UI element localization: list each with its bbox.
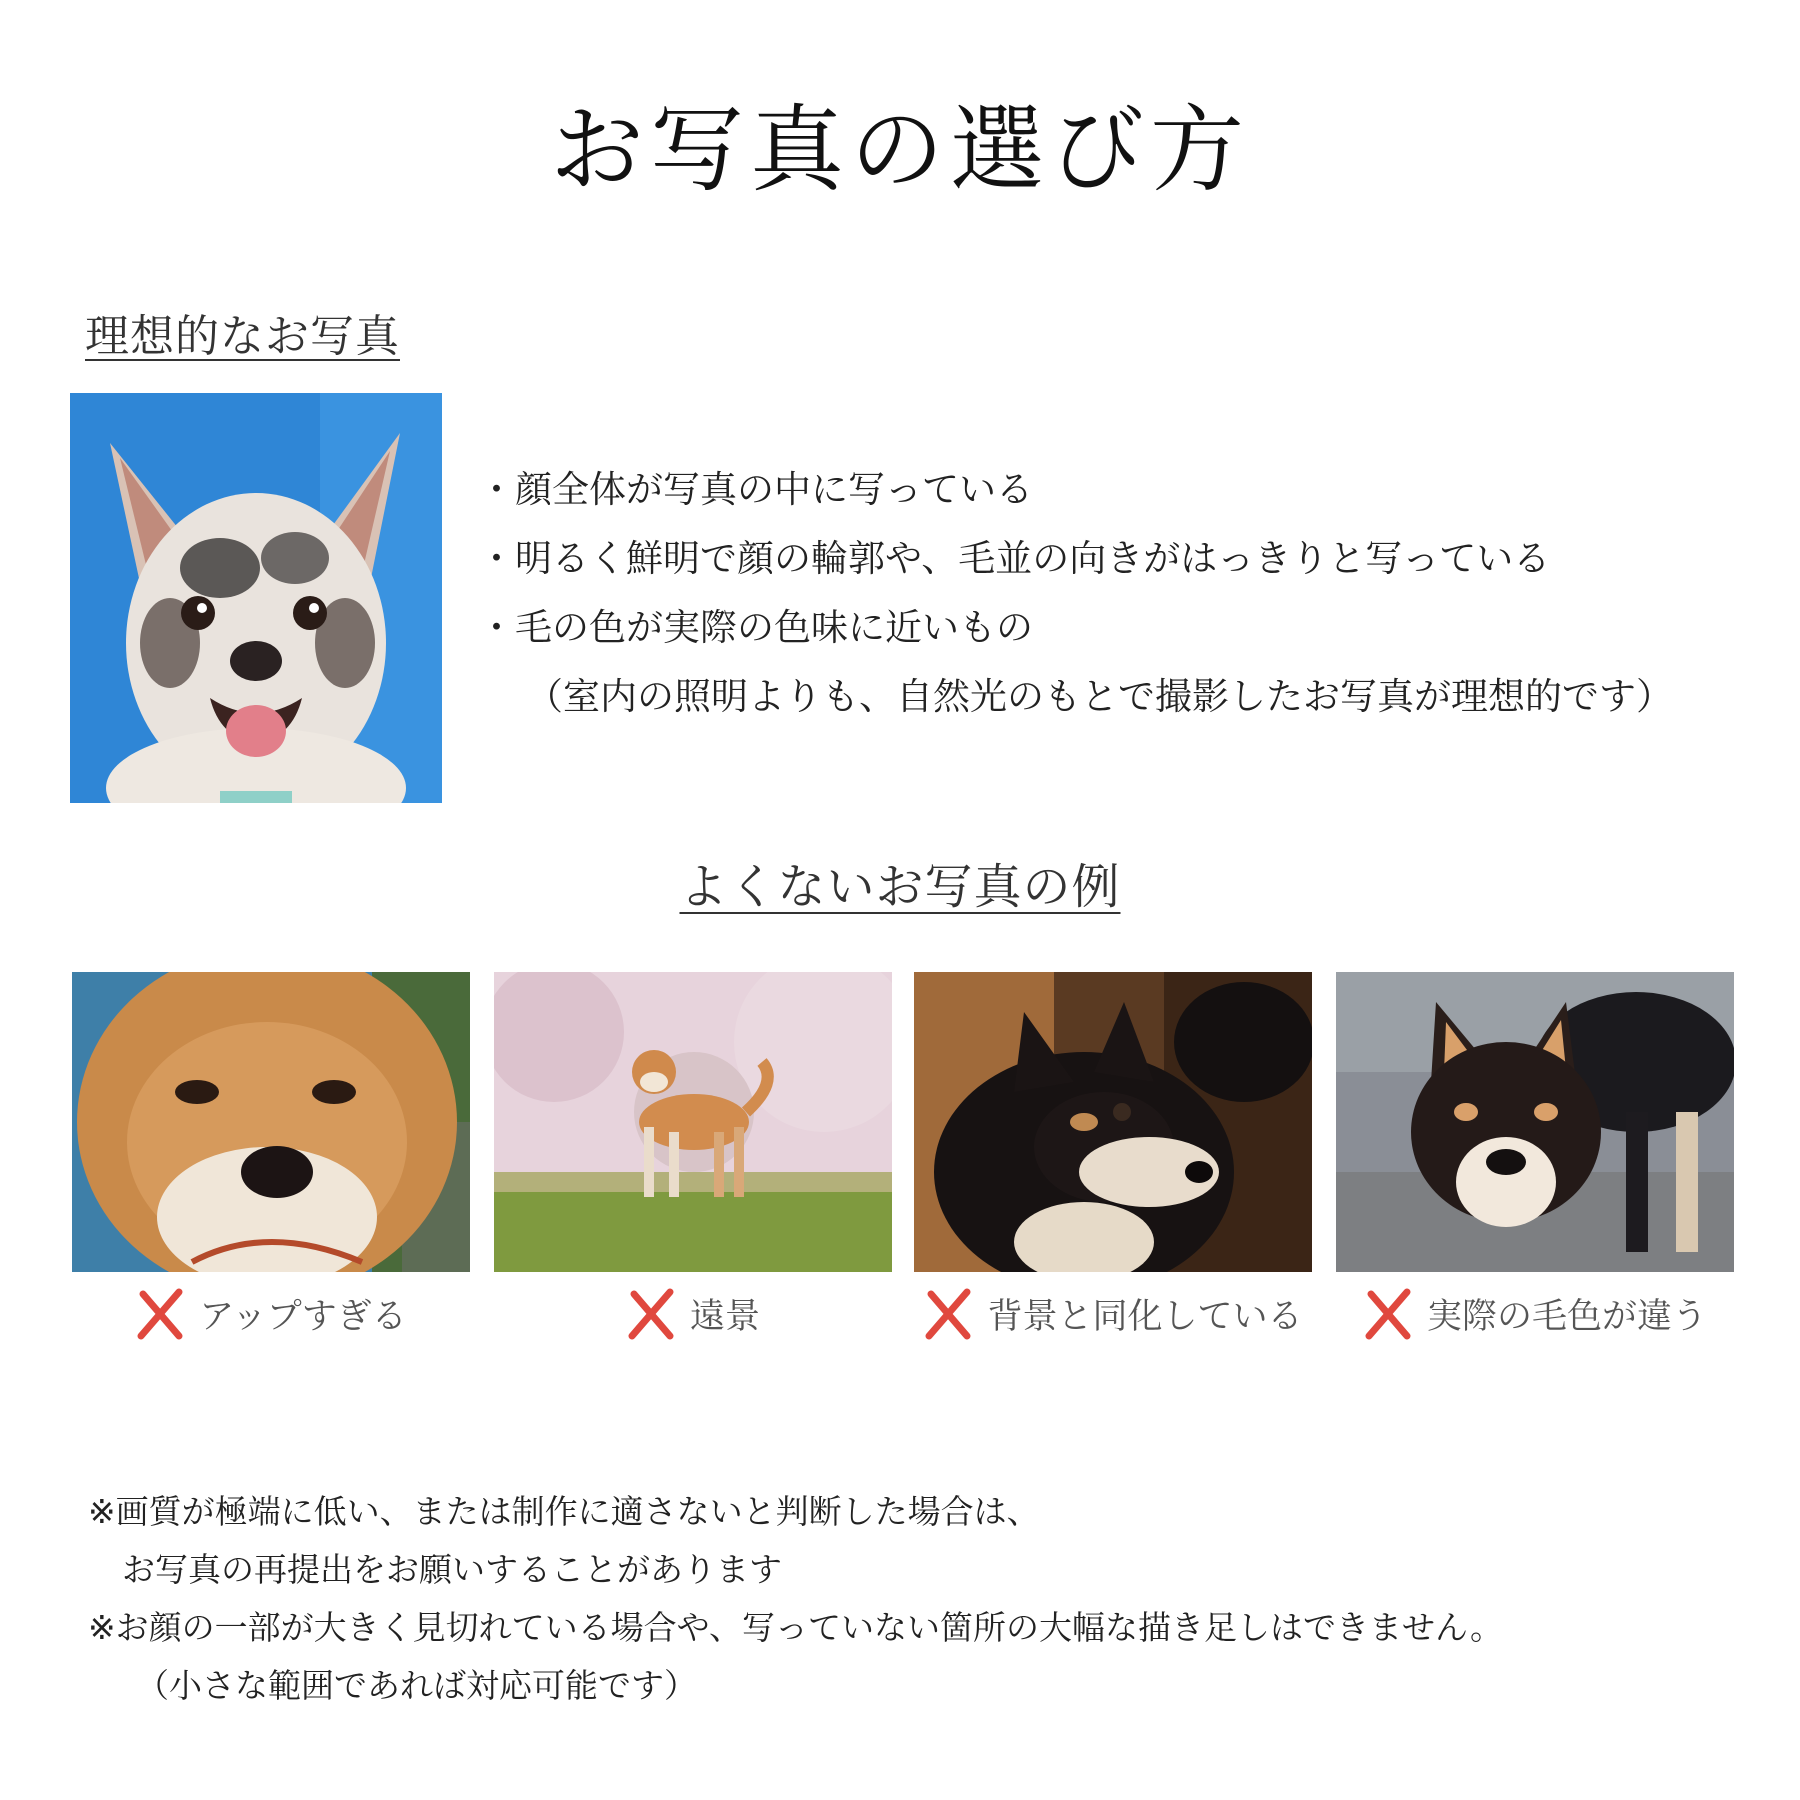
caption-text: 実際の毛色が違う: [1426, 1297, 1707, 1337]
bad-example-caption: [1336, 1284, 1734, 1344]
shiba-closeup-photo: [72, 972, 470, 1272]
notes: [88, 1483, 1503, 1715]
black-shiba-wrong-color-photo: [1336, 972, 1734, 1272]
ideal-point: ・顔全体が写真の中に写っている: [478, 468, 1033, 511]
ideal-point-note: （室内の照明よりも、自然光のもとで撮影したお写真が理想的です）: [526, 675, 1673, 718]
note-line: （小さな範囲であれば対応可能です）: [136, 1666, 697, 1705]
shiba-distant-photo: [494, 972, 892, 1272]
black-shiba-dark-background-photo: [914, 972, 1312, 1272]
chihuahua-photo: [70, 393, 442, 803]
ideal-photo-heading: 理想的なお写真: [85, 311, 400, 362]
ideal-point: ・毛の色が実際の色味に近いもの: [478, 606, 1033, 649]
caption-text: 遠景: [689, 1297, 760, 1337]
red-x-icon: [626, 1286, 676, 1342]
note-line: お写真の再提出をお願いすることがあります: [122, 1550, 782, 1589]
bad-photo-heading: よくないお写真の例: [679, 859, 1121, 915]
caption-text: 背景と同化している: [987, 1297, 1303, 1337]
bad-example-caption: [914, 1284, 1312, 1344]
note-line: ※お顔の一部が大きく見切れている場合や、写っていない箇所の大幅な描き足しはできません。: [88, 1608, 1503, 1647]
note-line: ※画質が極端に低い、または制作に適さないと判断した場合は、: [88, 1492, 1040, 1531]
bad-example-caption: [72, 1284, 470, 1344]
red-x-icon: [923, 1286, 973, 1342]
red-x-icon: [1363, 1286, 1413, 1342]
ideal-point: ・明るく鮮明で顔の輪郭や、毛並の向きがはっきりと写っている: [478, 537, 1551, 580]
caption-text: アップすぎる: [199, 1297, 407, 1337]
page-title: お写真の選び方: [549, 96, 1250, 205]
red-x-icon: [135, 1286, 185, 1342]
bad-example-caption: [494, 1284, 892, 1344]
